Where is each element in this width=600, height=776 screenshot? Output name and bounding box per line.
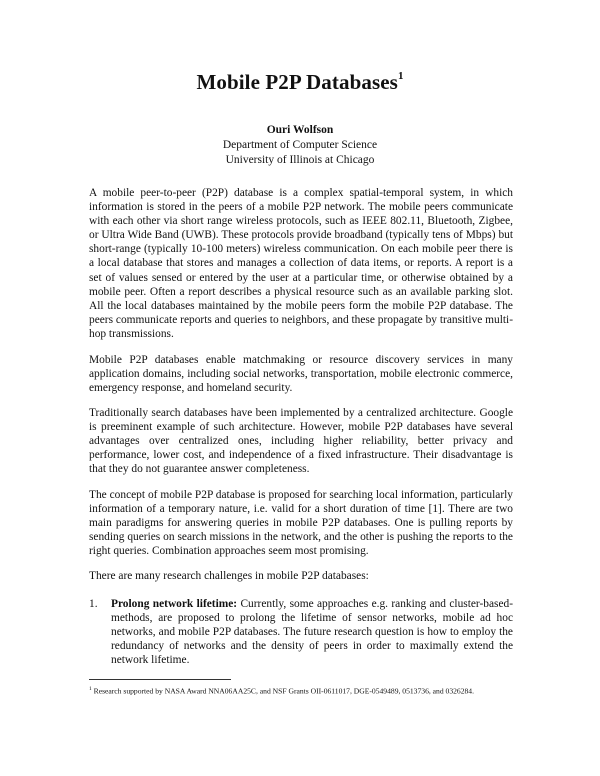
paragraph-text: Traditionally search databases have been implemented by a centralized architecture. Google is preeminent example of such architecture. However, mobile P2P databases have several advantages over centralized ones, including higher reliability, better privacy and performance, lower cost, and independence of a fixed infrastructure. Their disadvantage is that they do not guarantee answer completeness. xyxy=(89,407,513,476)
list-item-body: Currently, some approaches e.g. ranking and cluster-based-methods, are proposed to prolong the lifetime of sensor networks, mobile ad hoc networks, and mobile P2P databases. The future research question is how to employ the redundancy of networks and the density of peers in order to maximally extend the network lifetime. xyxy=(111,598,514,667)
paragraph-text: A mobile peer-to-peer (P2P) database is a complex spatial-temporal system, in which information is stored in the peers of a mobile P2P network. The mobile peers communicate with each other via short range wireless protocols, such as IEEE 802.11, Bluetooth, Zigbee, or Ultra Wide Band (UWB). These protocols provide broadband (typically tens of Mbps) but short-range (typically 10-100 meters) wireless communication. On each mobile peer there is a local database that stores and manages a collection of data items, or reports. A report is a set of values sensed or entered by the user at a particular time, or otherwise obtained by a mobile peer. Often a report describes a physical resource such as an available parking slot. All the local databases maintained by the mobile peers form the mobile P2P database. The peers communicate reports and queries to neighbors, and these propagate by transitive multi-hop transmissions. xyxy=(89,187,513,340)
title-footnote-mark: 1 xyxy=(397,70,404,82)
paragraph-5 xyxy=(89,569,513,583)
paragraph-2 xyxy=(89,353,513,395)
list-item-lead: Prolong network lifetime: xyxy=(111,598,238,610)
paragraph-text: Mobile P2P databases enable matchmaking or resource discovery services in many application domains, including social networks, transportation, mobile electronic commerce, emergency response, and homeland security. xyxy=(89,354,513,395)
list-number: 1. xyxy=(89,598,98,610)
paragraph-text: The concept of mobile P2P database is proposed for searching local information, particularly information of a temporary nature, i.e. valid for a short duration of time [1]. There are two main paradigms for answering queries in mobile P2P databases. One is pulling reports by sending queries on search missions in the network, and the other is pushing the reports to the right queries. Combination approaches seem most promising. xyxy=(89,489,513,558)
author-name: Ouri Wolfson xyxy=(266,124,334,136)
list-item xyxy=(89,597,513,667)
paragraph-4 xyxy=(89,488,513,558)
list-item-text xyxy=(111,597,513,667)
paper-title xyxy=(0,70,600,95)
author-institution: University of Illinois at Chicago xyxy=(225,154,375,166)
paragraph-3 xyxy=(89,406,513,476)
paragraph-text: There are many research challenges in mobile P2P databases: xyxy=(89,570,369,582)
footnote-rule xyxy=(89,679,231,680)
paragraph-1 xyxy=(89,186,513,341)
author-block xyxy=(0,123,600,168)
author-department: Department of Computer Science xyxy=(222,139,378,151)
footnote-mark: 1 xyxy=(89,686,92,692)
footnote xyxy=(89,684,513,697)
title-text: Mobile P2P Databases xyxy=(196,70,398,94)
footnote-text: Research supported by NASA Award NNA06AA25C, and NSF Grants OII-0611017, DGE-0549489, 0513736, and 0326284. xyxy=(91,686,475,696)
